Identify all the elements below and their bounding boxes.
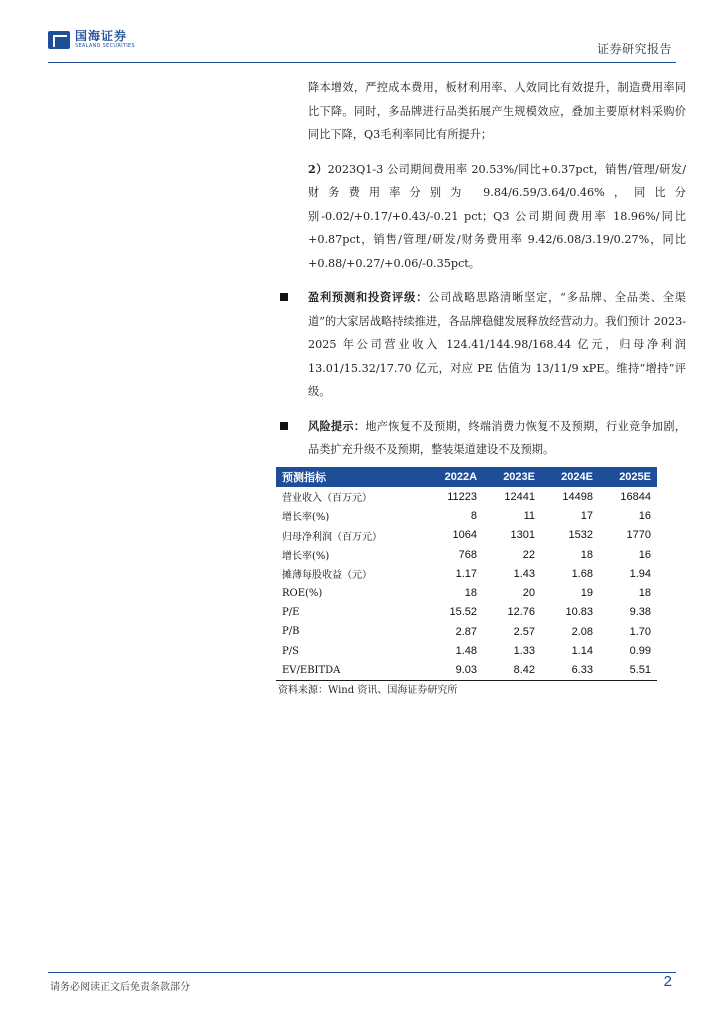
value-cell: 8 (470, 509, 478, 522)
footer-divider (48, 972, 676, 973)
value-cell: 22 (522, 548, 535, 561)
value-cell: 19 (580, 587, 593, 600)
row-label-cell: P/S (282, 645, 299, 657)
bullet-square-icon (280, 422, 288, 430)
value-cell: 11 (523, 509, 535, 522)
forecast-table (276, 467, 657, 681)
table-row (276, 622, 657, 641)
value-cell: 17 (580, 509, 593, 522)
value-cell: 18 (580, 548, 593, 561)
company-logo (48, 30, 135, 50)
value-cell: 6.33 (541, 661, 599, 681)
table-row (276, 545, 657, 564)
paragraph-cost-control: 降本增效，严控成本费用，板材利用率、人效同比有效提升，制造费用率同比下降。同时，多品牌进行品类拓展产生规模效应，叠加主要原材料采购价同比下降，Q3毛利率同比有所提升； (308, 81, 686, 141)
value-cell: 12441 (504, 490, 535, 503)
value-cell: 1.33 (513, 645, 535, 658)
value-cell: 16 (638, 548, 651, 561)
table-row (276, 526, 657, 545)
column-header: 2022A (444, 471, 478, 483)
value-cell: 18 (638, 587, 651, 600)
row-label-cell: 归母净利润（百万元） (282, 531, 382, 543)
column-header: 预测指标 (282, 472, 326, 484)
table-row (276, 487, 657, 506)
forecast-section (308, 286, 686, 404)
value-cell: 20 (522, 587, 535, 600)
value-cell: 1064 (452, 529, 478, 542)
value-cell: 8.42 (483, 661, 541, 681)
table-body (276, 487, 657, 680)
value-cell: 1.94 (629, 567, 651, 580)
table-row (276, 564, 657, 583)
row-label-cell: 摊薄每股收益（元） (282, 570, 372, 582)
bullet-square-icon (280, 293, 288, 301)
expense-ratio-text: 2023Q1-3 公司期间费用率 20.53%/同比+0.37pct，销售/管理/研发/财务费用率分别为 9.84/6.59/3.64/0.46%，同比分别-0.02/+0.17/+0.43/-0.21 pct；Q3 公司期间费用率 18.96%/同比+0.87pct，销售/管理/研发/财务费用率 9.42/6.08/3.19/0.27%，同比+0.88/+0.27/+0.06/-0.35pct。 (308, 162, 686, 270)
value-cell: 2.08 (571, 625, 593, 638)
row-label-cell: P/B (282, 626, 300, 638)
paragraph-expense-ratio (308, 158, 686, 276)
row-label-cell: 增长率(%) (282, 551, 330, 563)
value-cell: 1.68 (571, 567, 593, 580)
risk-section (308, 415, 686, 462)
value-cell: 1.48 (455, 645, 478, 658)
item-number: 2） (308, 161, 328, 176)
value-cell: 1301 (510, 529, 535, 542)
value-cell: 768 (458, 548, 478, 561)
header-divider (48, 62, 676, 63)
value-cell: 1.14 (571, 645, 593, 658)
report-body (308, 76, 686, 462)
logo-name-cn: 国海证券 (75, 29, 128, 43)
value-cell: 1.17 (455, 567, 478, 580)
value-cell: 2.57 (513, 625, 535, 638)
footer-disclaimer: 请务必阅读正文后免责条款部分 (50, 982, 190, 993)
table-row (276, 661, 657, 681)
forecast-label: 盈利预测和投资评级： (308, 290, 429, 304)
table-row (276, 506, 657, 525)
value-cell: 2.87 (455, 625, 478, 638)
page-header (48, 26, 676, 62)
column-header: 2023E (503, 471, 535, 483)
value-cell: 10.83 (565, 606, 593, 619)
value-cell: 1.43 (513, 567, 535, 580)
column-header: 2024E (561, 471, 593, 483)
value-cell: 16 (638, 509, 651, 522)
logo-icon (48, 31, 70, 49)
forecast-text: 公司战略思路清晰坚定，“多品牌、全品类、全渠道”的大家居战略持续推进，各品牌稳健发展释放经营动力。我们预计 2023-2025 年公司营业收入 124.41/144.98/168.44 亿元，归母净利润 13.01/15.32/17.70 亿元，对应 PE 估值为 13/11/9 xPE。维持“增持”评级。 (308, 291, 686, 398)
value-cell: 1.70 (629, 625, 651, 638)
row-label-cell: P/E (282, 606, 300, 618)
row-label-cell: EV/EBITDA (276, 661, 424, 681)
value-cell: 1532 (568, 529, 593, 542)
value-cell: 12.76 (507, 606, 535, 619)
value-cell: 16844 (620, 490, 651, 503)
value-cell: 14498 (562, 490, 593, 503)
table-row (276, 583, 657, 602)
row-label-cell: 增长率(%) (282, 512, 330, 524)
table-header-row (276, 467, 657, 487)
table-source-note: 资料来源：Wind 资讯、国海证券研究所 (278, 685, 458, 696)
column-header: 2025E (619, 471, 651, 483)
table-row (276, 603, 657, 622)
value-cell: 11223 (447, 490, 478, 503)
row-label-cell: ROE(%) (282, 587, 323, 599)
value-cell: 5.51 (599, 661, 657, 681)
table-row (276, 641, 657, 660)
value-cell: 18 (464, 587, 478, 600)
logo-name-en: SEALAND SECURITIES (75, 43, 135, 49)
value-cell: 0.99 (629, 645, 651, 658)
value-cell: 9.38 (629, 606, 651, 619)
risk-label: 风险提示： (308, 418, 366, 433)
value-cell: 15.52 (449, 606, 478, 619)
value-cell: 9.03 (424, 661, 483, 681)
row-label-cell: 营业收入（百万元） (282, 493, 372, 505)
value-cell: 1770 (626, 529, 651, 542)
page-number: 2 (663, 973, 672, 990)
report-type-label: 证券研究报告 (596, 42, 672, 56)
risk-text: 地产恢复不及预期，终端消费力恢复不及预期，行业竞争加剧，品类扩充升级不及预期，整装渠道建设不及预期。 (308, 419, 686, 456)
